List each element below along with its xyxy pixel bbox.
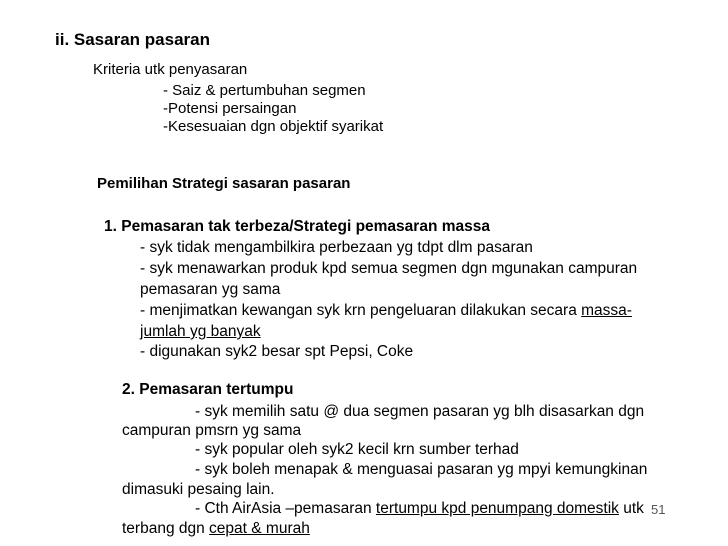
section2-line: campuran pmsrn yg sama [122, 422, 302, 439]
section2-line-text: - Cth AirAsia –pemasaran [195, 500, 376, 517]
page-title: ii. Sasaran pasaran [55, 30, 210, 49]
section2-line-text: utk [618, 500, 644, 517]
section2-line: - syk popular oleh syk2 kecil krn sumber terhad [195, 441, 519, 458]
section2-line: dimasuki pesaing lain. [122, 481, 275, 498]
page-number: 51 [651, 502, 666, 517]
underlined-phrase: tertumpu kpd penumpang domestik [375, 500, 619, 517]
criteria-label: Kriteria utk penyasaran [93, 61, 248, 78]
section1-line: - syk tidak mengambilkira perbezaan yg tdpt dlm pasaran [140, 239, 533, 256]
underlined-phrase: massa- [581, 302, 632, 319]
section1-heading: 1. Pemasaran tak terbeza/Strategi pemasaran massa [104, 218, 490, 235]
strategy-heading: Pemilihan Strategi sasaran pasaran [97, 175, 351, 192]
section2-line: - syk boleh menapak & menguasai pasaran yg mpyi kemungkinan [195, 461, 648, 478]
section2-line: - syk memilih satu @ dua segmen pasaran yg blh disasarkan dgn [195, 403, 645, 420]
section1-line-text: - menjimatkan kewangan syk krn pengeluaran dilakukan secara [140, 302, 582, 319]
criteria-item: - Saiz & pertumbuhan segmen [163, 82, 366, 99]
section1-line: - digunakan syk2 besar spt Pepsi, Coke [140, 343, 414, 360]
criteria-item: -Kesesuaian dgn objektif syarikat [163, 118, 384, 135]
underlined-phrase: jumlah yg banyak [140, 323, 261, 340]
section2-line-text: terbang dgn [122, 520, 210, 537]
section2-line [122, 519, 310, 540]
section1-line: - syk menawarkan produk kpd semua segmen dgn mgunakan campuran [140, 260, 638, 277]
criteria-item: -Potensi persaingan [163, 100, 297, 117]
section2-heading: 2. Pemasaran tertumpu [122, 381, 294, 398]
underlined-phrase: cepat & murah [209, 520, 310, 537]
section1-line: pemasaran yg sama [140, 281, 281, 298]
section1-line [140, 301, 632, 322]
section2-line [195, 499, 644, 520]
